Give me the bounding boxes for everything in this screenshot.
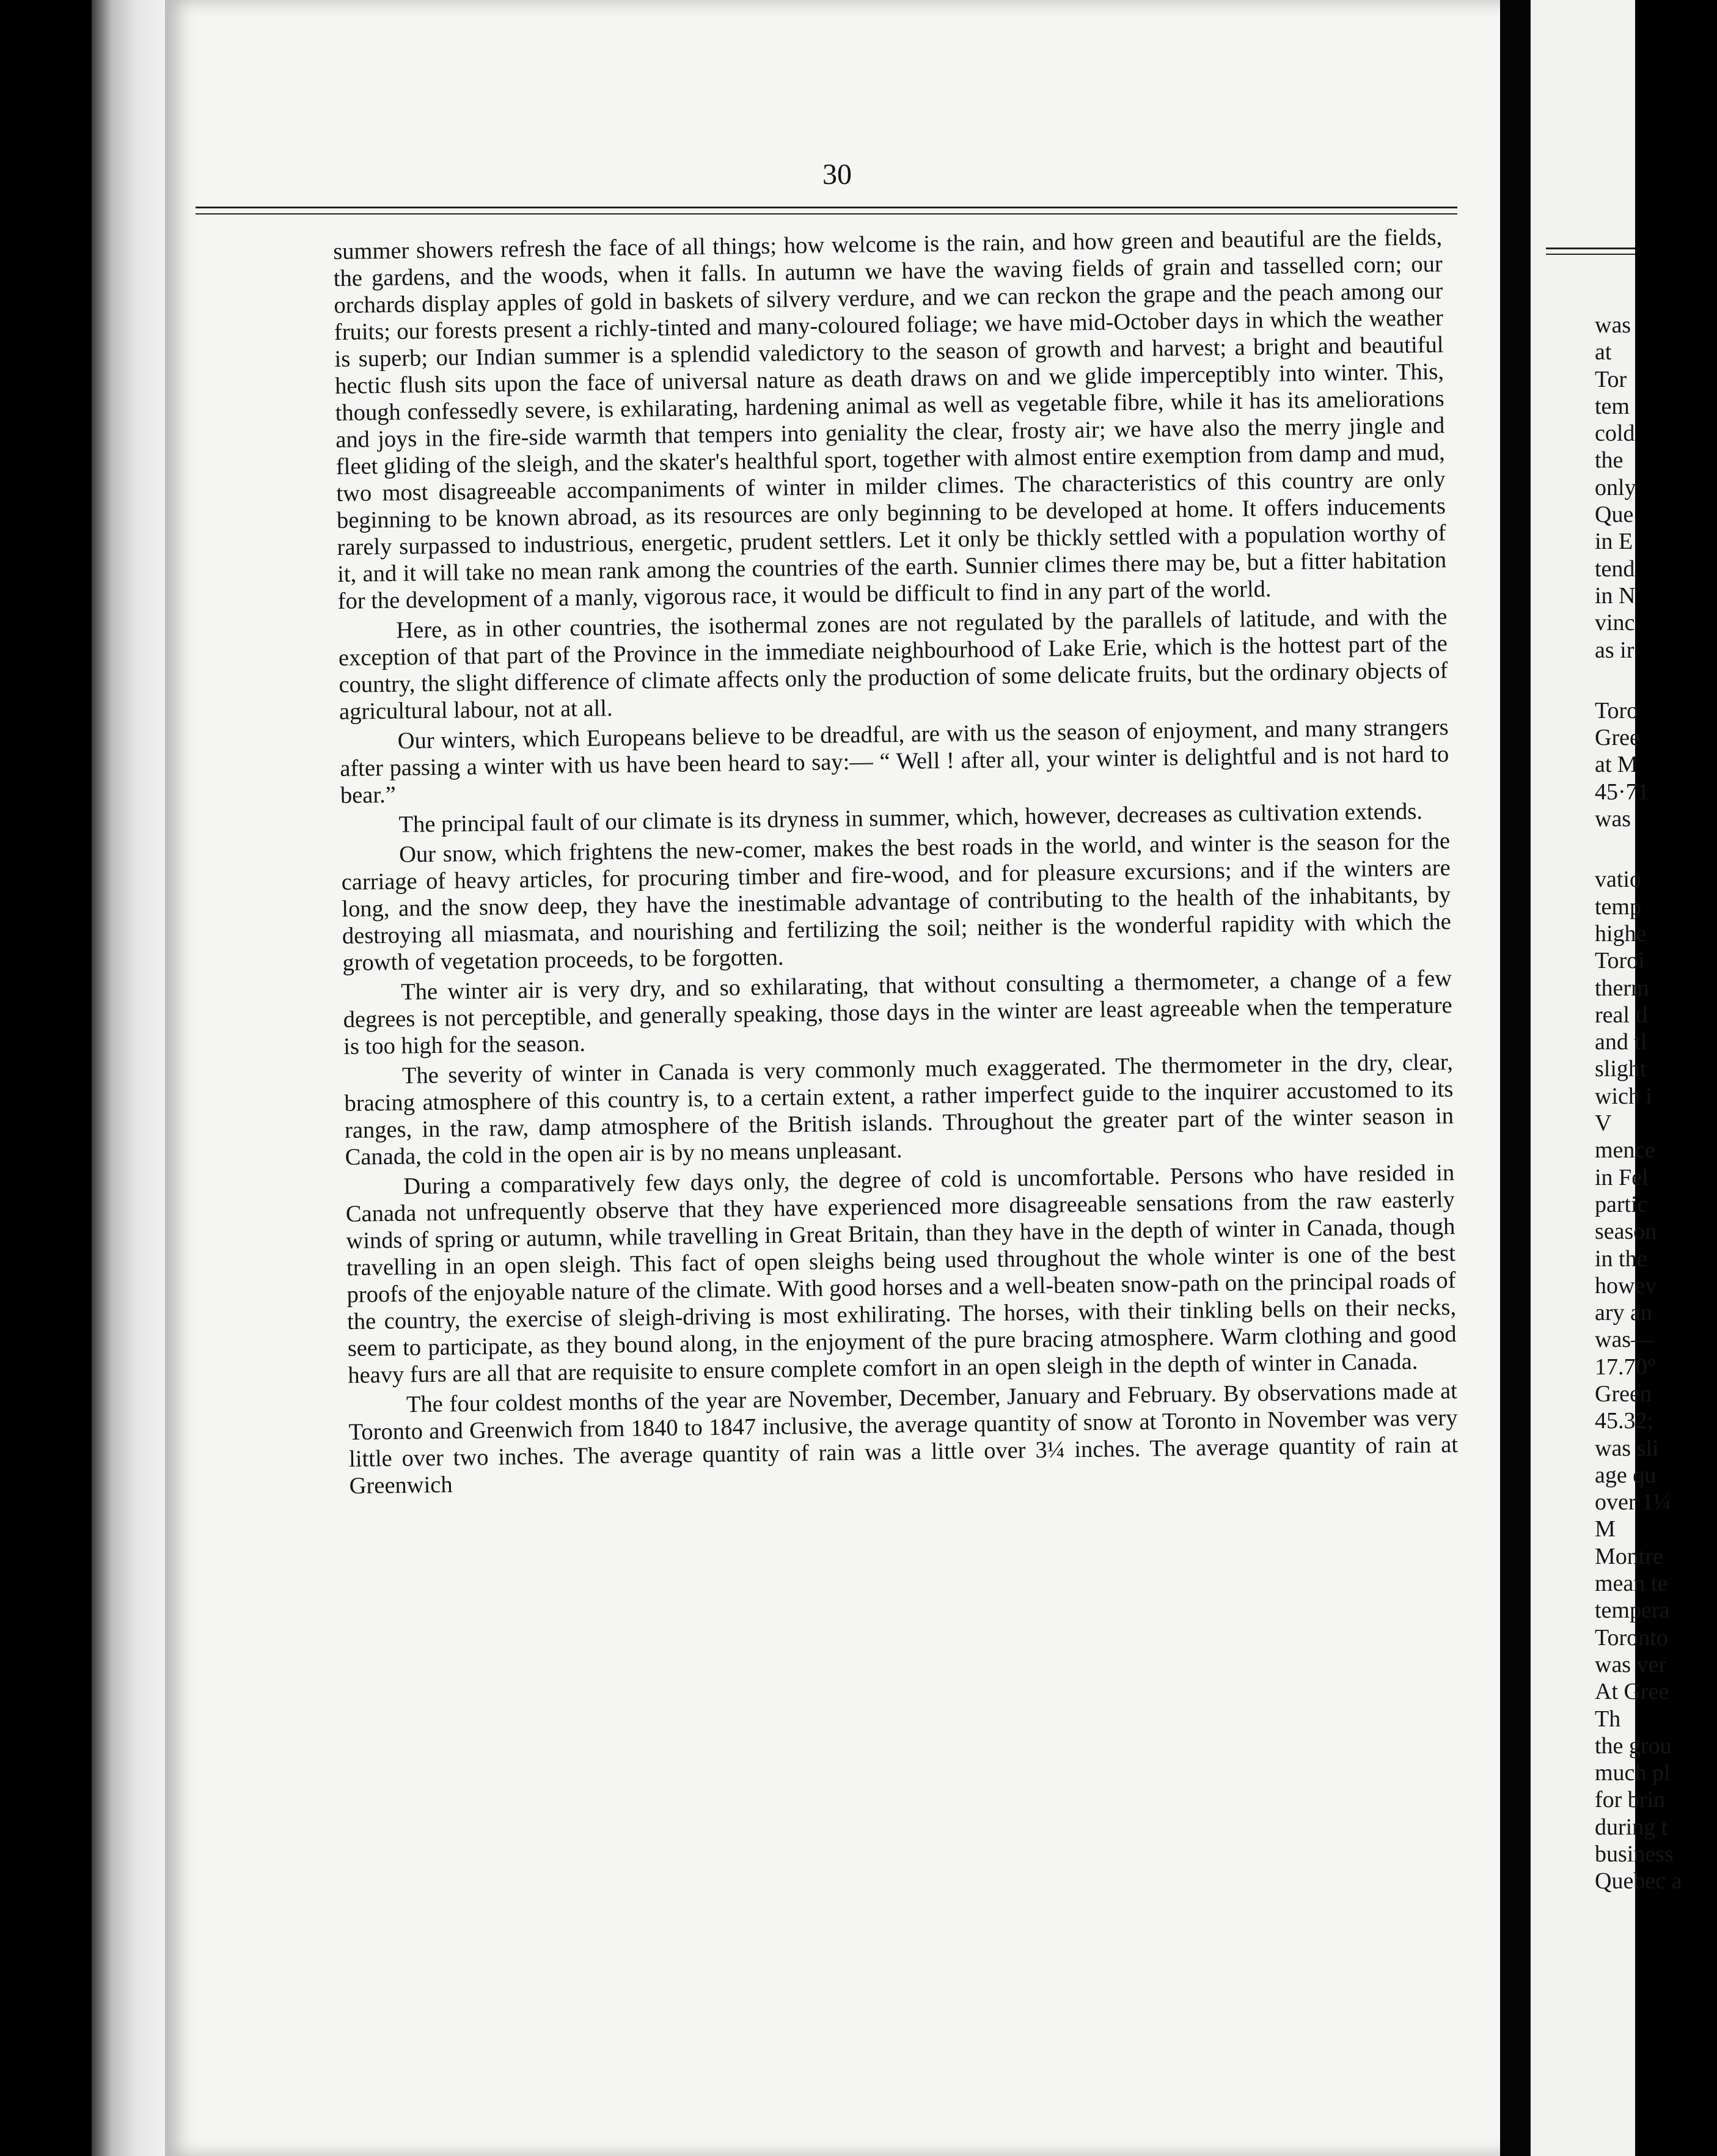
body-text: [333, 224, 1459, 1503]
paragraph: The principal fault of our climate is its dryness in summer, which, however, decreases as cultivation extends.: [398, 798, 1423, 838]
text-fragment: 17.70°: [1595, 1354, 1657, 1380]
paragraph: Our snow, which frightens the new-comer, makes the best roads in the world, and winter is the season for the carriage of heavy articles, for procuring timber and fire-wood, and for pleasure excursions; and if the winters are long, and the snow deep, they have the inestimable advantage of contributing to the health of the inhabitants, by destroying all miasmata, and nourishing and fertilizing the soil; neither is the wonderful rapidity with which the growth of vegetation proceeds, to be forgotten.: [341, 828, 1452, 976]
text-fragment: [1595, 1922, 1717, 1949]
paragraph: The winter air is very dry, and so exhilarating, that without consulting a thermometer, a change of a few degrees is not perceptible, and generally speaking, those days in the winter are least agreeable when the temperature is too high for the season.: [343, 966, 1452, 1060]
text-fragment: slight: [1595, 1056, 1647, 1082]
text-fragment: was: [1595, 312, 1631, 338]
text-fragment: vinc: [1595, 610, 1635, 636]
text-fragment: the: [1595, 447, 1624, 474]
text-fragment: cold: [1595, 420, 1635, 447]
text-fragment: temp: [1595, 893, 1641, 920]
paragraph: Our winters, which Europeans believe to be dreadful, are with us the season of enjoyment, and many strangers after passing a winter with us have been heard to say:— “ Well ! after all, your winter is delightful and is not hard to bear.”: [340, 714, 1449, 809]
text-fragment: Montre: [1595, 1543, 1663, 1569]
text-fragment: real tl: [1595, 1002, 1649, 1028]
text-fragment: At Gree: [1595, 1679, 1669, 1705]
text-fragment: M: [1595, 1516, 1616, 1542]
text-fragment: during t: [1595, 1814, 1668, 1840]
text-fragment: [1595, 1895, 1717, 1922]
text-fragment: only: [1595, 474, 1636, 501]
text-fragment: Toronto: [1595, 1624, 1668, 1651]
right-header-rule-thick: [1546, 248, 1635, 249]
paragraph: summer showers refresh the face of all things; how welcome is the rain, and how green and beautiful are the fields, the gardens, and the woods, when it falls. In autumn we have the waving fields of grain and tasselled corn; our orchards display apples of gold in baskets of silvery verdure, and we can reckon the grape and the peach among our fruits; our forests present a richly-tinted and many-coloured foliage; we have mid-October days in which the weather is superb; our Indian summer is a splendid valedictory to the season of growth and harvest; a bright and beautiful hectic flush sits upon the face of universal nature as death draws on and we glide imperceptibly into winter. This, though confessedly severe, is exhilarating, hardening animal as well as vegetable fibre, while it has its ameliorations and joys in the fire-side warmth that tempers into geniality the clear, frosty air; we have also the merry jingle and fleet gliding of the sleigh, and the skater's healthful sport, together with almost entire exemption from damp and mud, two most disagreeable accompaniments of winter in milder climes. The characteristics of this country are only beginning to be known abroad, as its resources are only beginning to be developed at home. It offers inducements rarely surpassed to industrious, energetic, prudent settlers. Let it only be thickly settled with a population worthy of it, and it will take no mean rank among the countries of the earth. Sunnier climes there may be, but a fitter habitation for the development of a manly, vigorous race, it would be difficult to find in any part of the world.: [333, 224, 1447, 614]
book-gutter: [1500, 0, 1534, 2156]
page-number: 30: [822, 158, 852, 191]
text-fragment: tem: [1595, 393, 1630, 419]
text-fragment: tempera: [1595, 1597, 1670, 1624]
header-rule-thick: [196, 207, 1457, 208]
text-fragment: over 1¼: [1595, 1489, 1671, 1516]
book-page-edges: [92, 0, 171, 2156]
text-fragment: in the: [1595, 1245, 1647, 1272]
text-fragment: was sli: [1595, 1435, 1659, 1461]
text-fragment: age qu: [1595, 1462, 1657, 1488]
text-fragment: highe: [1595, 920, 1647, 947]
text-fragment: wich i: [1595, 1083, 1652, 1109]
text-fragment: partic: [1595, 1191, 1648, 1217]
text-fragment: Th: [1595, 1706, 1621, 1732]
text-fragment: Gree: [1595, 725, 1640, 751]
text-fragment: 45·71: [1595, 779, 1649, 805]
text-fragment: Que: [1595, 502, 1634, 528]
text-fragment: business: [1595, 1841, 1674, 1868]
text-fragment: was ver: [1595, 1651, 1667, 1678]
text-fragment: the grou: [1595, 1733, 1672, 1759]
text-fragment: V: [1595, 1110, 1612, 1137]
text-fragment: tend: [1595, 556, 1635, 582]
text-fragment: Green: [1595, 1380, 1652, 1407]
paragraph: The severity of winter in Canada is very commonly much exaggerated. The thermometer in the dry, clear, bracing atmosphere of this country is, to a certain extent, a rather imperfect guide to the inquirer accustomed to its ranges, in the raw, damp atmosphere of the British islands. Throughout the greater part of the winter season in Canada, the cold in the open air is by no means unpleasant.: [344, 1049, 1454, 1170]
paragraph: During a comparatively few days only, the degree of cold is uncomfortable. Persons who have resided in Canada not unfrequently observe that they have experienced more disagreeable sensations from the raw easterly winds of spring or autumn, while travelling in Great Britain, than they have in the depth of winter in Canada, though travelling in an open sleigh. This fact of open sleighs being used throughout the whole winter is one of the best proofs of the enjoyable nature of the climate. With good horses and a well-beaten snow-path on the principal roads of the country, the exercise of sleigh-driving is most exhilirating. The horses, with their tinkling bells on their necks, seem to participate, as they bound along, in the enjoyment of the pure bracing atmosphere. Warm clothing and good heavy furs are all that are requisite to ensure complete comfort in an open sleigh in the depth of winter in Canada.: [345, 1160, 1457, 1388]
text-fragment: at: [1595, 339, 1612, 365]
text-fragment: therm: [1595, 975, 1649, 1001]
text-fragment: mence: [1595, 1137, 1656, 1164]
text-fragment: ary an: [1595, 1300, 1652, 1326]
text-fragment: Quebec a: [1595, 1868, 1682, 1894]
text-fragment: season: [1595, 1219, 1657, 1245]
text-fragment: for brin: [1595, 1787, 1666, 1813]
paragraph: The four coldest months of the year are November, December, January and February. By observations made at Toronto and Greenwich from 1840 to 1847 inclusive, the average quantity of snow at Toronto in November was very little over two inches. The average quantity of rain was a little over 3¼ inches. The average quantity of rain at Greenwich: [348, 1378, 1459, 1499]
text-fragment: at M: [1595, 752, 1638, 778]
text-fragment: in N: [1595, 582, 1636, 609]
right-header-rule-thin: [1546, 254, 1635, 255]
text-fragment: as ir: [1595, 637, 1635, 663]
text-fragment: was—: [1595, 1327, 1655, 1353]
text-fragment: Tor: [1595, 366, 1627, 392]
right-page-text-fragments: [1595, 312, 1717, 1949]
paragraph: Here, as in other countries, the isothermal zones are not regulated by the parallels of latitude, and with the exception of that part of the Province in the immediate neighbourhood of Lake Erie, which is the hottest part of the country, the slight difference of climate affects only the production of some delicate fruits, but the ordinary objects of agricultural labour, not at all.: [338, 604, 1448, 725]
text-fragment: 45.32;: [1595, 1408, 1654, 1434]
text-fragment: much pl: [1595, 1760, 1671, 1786]
text-fragment: in Fel: [1595, 1164, 1649, 1190]
text-fragment: and tl: [1595, 1029, 1647, 1055]
text-fragment: in E: [1595, 529, 1633, 555]
text-fragment: Toroi: [1595, 948, 1645, 974]
text-fragment: was: [1595, 806, 1631, 832]
text-fragment: Toro: [1595, 697, 1639, 724]
text-fragment: howev: [1595, 1272, 1657, 1299]
header-rule-thin: [196, 213, 1457, 215]
text-fragment: mean te: [1595, 1571, 1668, 1597]
text-fragment: vatio: [1595, 867, 1641, 893]
